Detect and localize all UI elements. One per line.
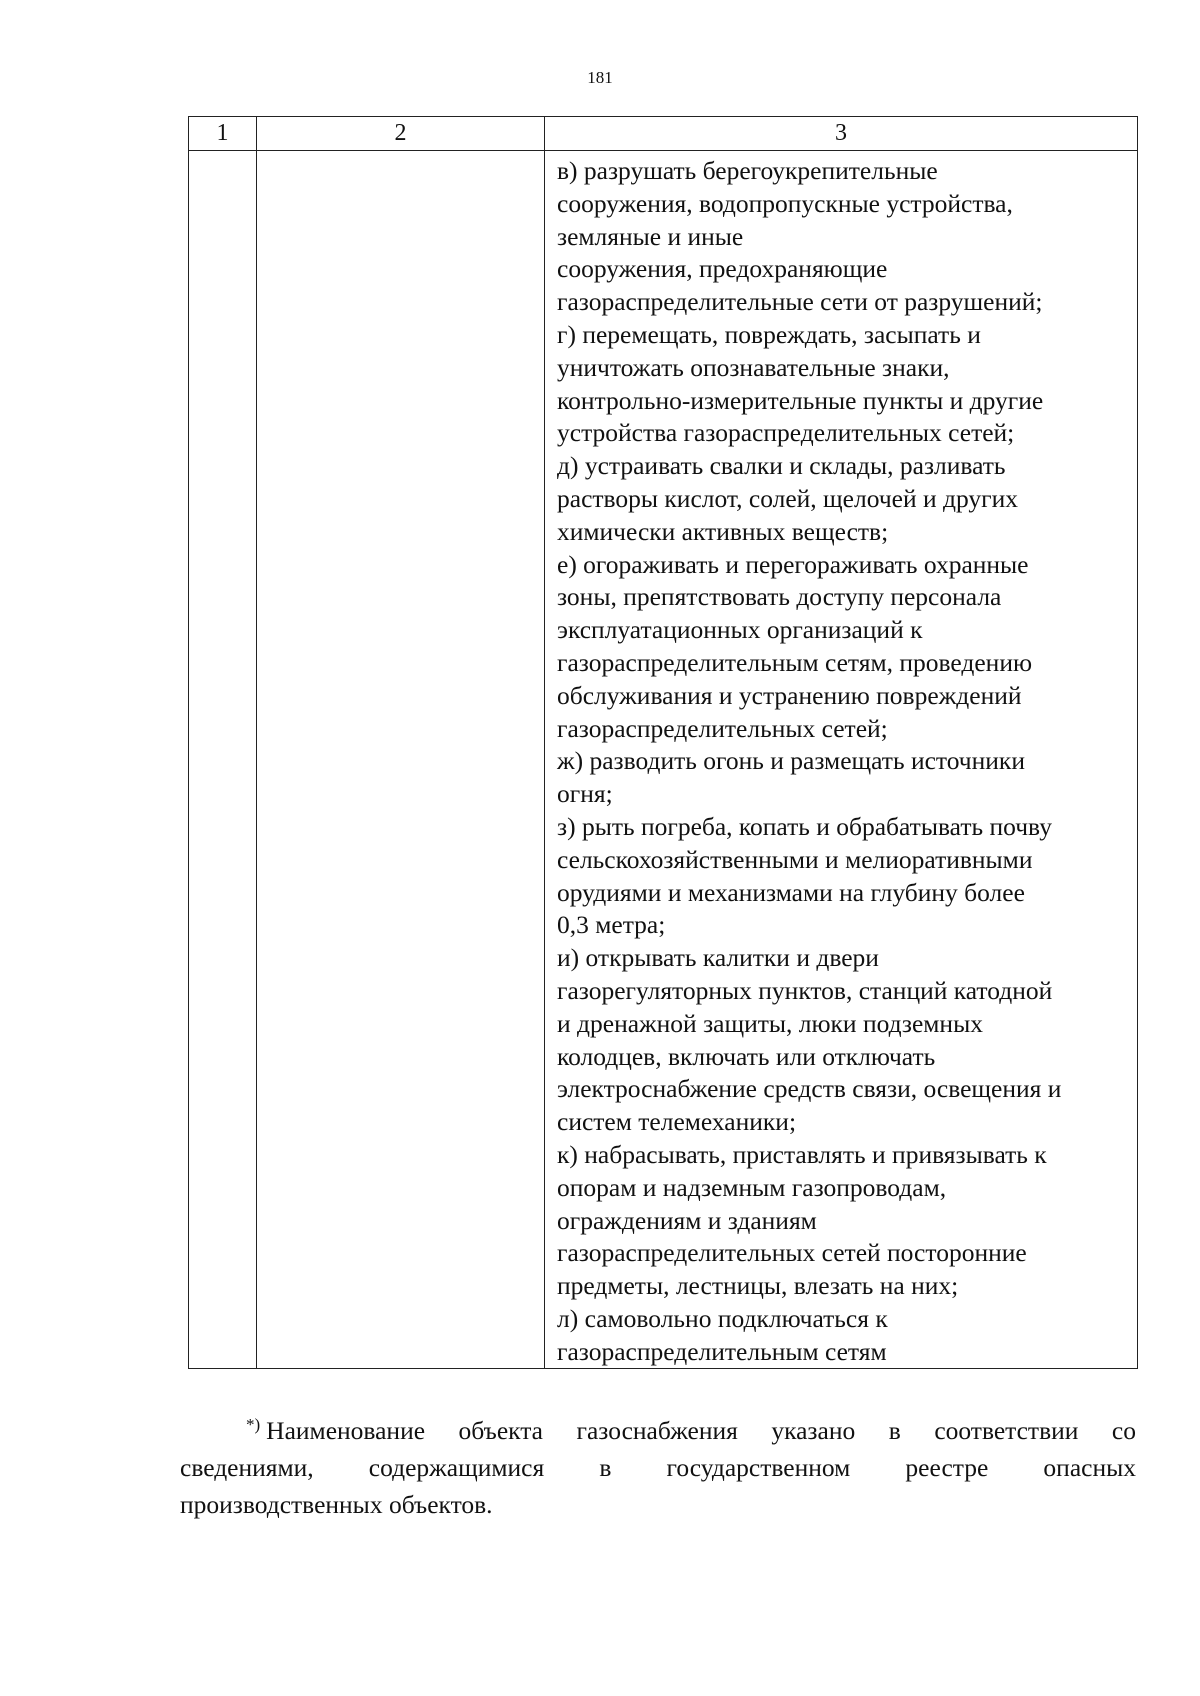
list-line: и дренажной защиты, люки подземных — [557, 1008, 983, 1038]
list-line: огня; — [557, 779, 613, 809]
list-line: систем телемеханики; — [557, 1107, 797, 1137]
list-line: зоны, препятствовать доступу персонала — [557, 582, 1002, 612]
list-line: газораспределительным сетям — [557, 1336, 887, 1366]
table-row — [189, 151, 1138, 1369]
list-line: сельскохозяйственными и мелиоративными — [557, 844, 1033, 874]
footnote-marker: *) — [246, 1415, 261, 1434]
footnote-line-1-text: Наименование объекта газоснабжения указано в соответствии со — [266, 1416, 1136, 1445]
list-line: газораспределительных сетей; — [557, 713, 888, 743]
footnote-line-3: производственных объектов. — [180, 1490, 493, 1519]
list-line: орудиями и механизмами на глубину более — [557, 877, 1025, 907]
list-line: растворы кислот, солей, щелочей и других — [557, 483, 1018, 513]
header-col-2: 2 — [257, 117, 545, 151]
list-line: газораспределительные сети от разрушений; — [557, 287, 1043, 317]
cell-col-1 — [189, 151, 257, 1369]
list-line: эксплуатационных организаций к — [557, 615, 923, 645]
list-line: и) открывать калитки и двери — [557, 943, 879, 973]
list-line: уничтожать опознавательные знаки, — [557, 352, 950, 382]
list-line: электроснабжение средств связи, освещения и — [557, 1074, 1062, 1104]
requirements-table — [188, 116, 1138, 1369]
list-line: к) набрасывать, приставлять и привязывать к — [557, 1139, 1047, 1169]
list-line: в) разрушать берегоукрепительные — [557, 156, 938, 185]
list-line: г) перемещать, повреждать, засыпать и — [557, 319, 981, 349]
footnote — [180, 1406, 1136, 1523]
list-line: 0,3 метра; — [557, 910, 666, 940]
list-line: з) рыть погреба, копать и обрабатывать почву — [557, 811, 1052, 841]
footnote-line-2: сведениями, содержащимися в государственном реестре опасных — [180, 1453, 1136, 1482]
list-line: химически активных веществ; — [557, 516, 889, 546]
list-line: сооружения, предохраняющие — [557, 254, 888, 284]
list-line: опорам и надземным газопроводам, — [557, 1172, 947, 1202]
list-line: д) устраивать свалки и склады, разливать — [557, 451, 1006, 481]
list-line: устройства газораспределительных сетей; — [557, 418, 1015, 448]
prohibited-actions-list — [545, 151, 1137, 1368]
list-line: обслуживания и устранению повреждений — [557, 680, 1022, 710]
list-line: газораспределительных сетей посторонние — [557, 1238, 1027, 1268]
list-line: сооружения, водопропускные устройства, — [557, 188, 1013, 218]
list-line: ж) разводить огонь и размещать источники — [557, 746, 1025, 776]
header-col-1: 1 — [189, 117, 257, 151]
cell-col-3 — [545, 151, 1138, 1369]
cell-col-2 — [257, 151, 545, 1369]
list-line: л) самовольно подключаться к — [557, 1303, 888, 1333]
list-line: ограждениям и зданиям — [557, 1205, 817, 1235]
list-line: газораспределительным сетям, проведению — [557, 647, 1033, 677]
list-line: земляные и иные — [557, 221, 744, 251]
list-line: контрольно-измерительные пункты и другие — [557, 385, 1044, 415]
table-header-row — [189, 117, 1138, 151]
list-line: колодцев, включать или отключать — [557, 1041, 936, 1071]
page-number: 181 — [587, 68, 613, 87]
list-line: газорегуляторных пунктов, станций катодной — [557, 975, 1053, 1005]
footnote-line-1 — [180, 1406, 1136, 1449]
header-col-3: 3 — [545, 117, 1138, 151]
list-line: е) огораживать и перегораживать охранные — [557, 549, 1029, 579]
list-line: предметы, лестницы, влезать на них; — [557, 1271, 959, 1301]
